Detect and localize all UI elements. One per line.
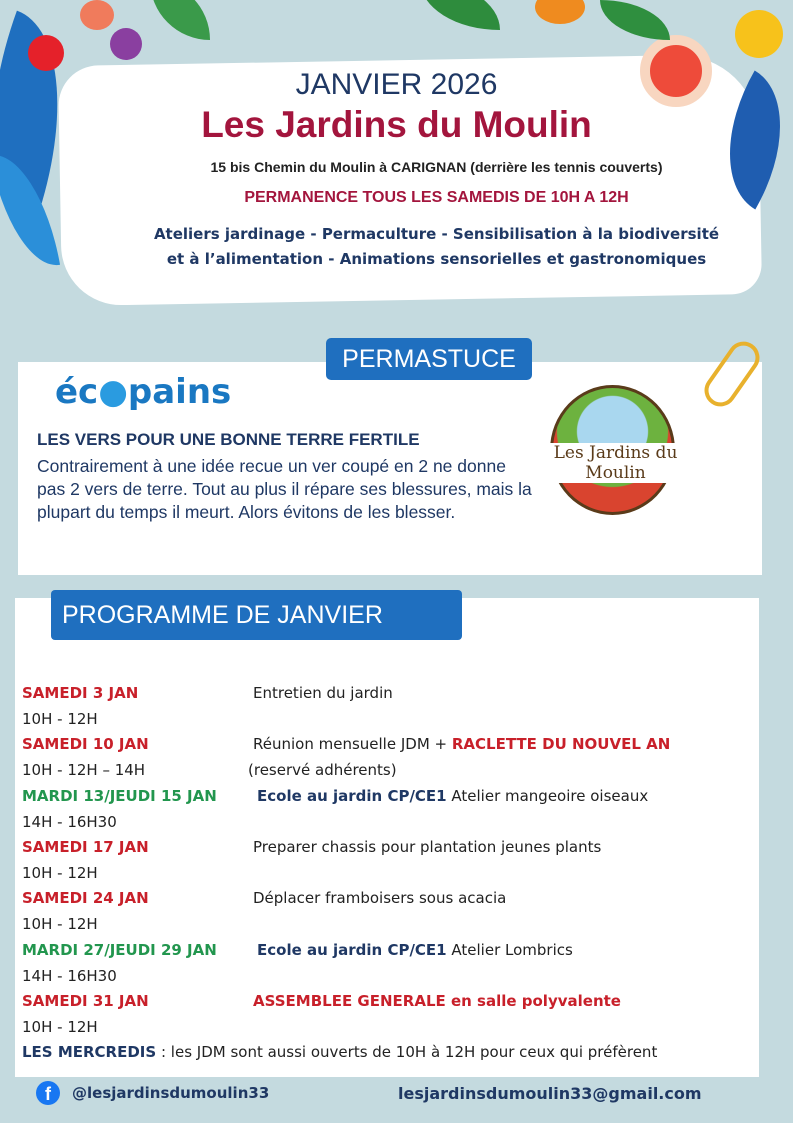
event-description [257, 941, 573, 959]
schedule-time-row [22, 710, 98, 728]
schedule-time-row [22, 813, 117, 831]
garden-name: Les Jardins du Moulin [201, 104, 592, 145]
event-date: SAMEDI 24 JAN [22, 889, 149, 908]
email-link[interactable]: lesjardinsdumoulin33@gmail.com [398, 1084, 702, 1103]
wednesday-text: : les JDM sont aussi ouverts de 10H à 12H pour ceux qui préfèrent [156, 1043, 658, 1062]
schedule-row [22, 991, 621, 1010]
facebook-icon[interactable]: f [36, 1081, 60, 1105]
schedule-row [22, 735, 671, 754]
event-time: 10H - 12H [22, 710, 98, 728]
event-date: SAMEDI 31 JAN [22, 991, 149, 1010]
event-description [253, 889, 506, 907]
event-description [257, 787, 648, 805]
event-date: SAMEDI 10 JAN [22, 735, 149, 754]
event-date: SAMEDI 17 JAN [22, 837, 149, 856]
schedule-time-row [22, 864, 98, 882]
schedule-row [22, 684, 393, 702]
schedule-row [22, 889, 507, 908]
schedule-time-row [22, 1018, 98, 1036]
schedule-row [22, 837, 602, 856]
permastuce-tag: PERMASTUCE [326, 338, 532, 380]
event-time: 14H - 16H30 [22, 812, 117, 831]
garden-logo [550, 385, 678, 515]
event-time: 10H - 12H [22, 1017, 98, 1036]
schedule-row [22, 940, 573, 959]
event-time: 10H - 12H – 14H [22, 761, 146, 780]
ecopains-logo: éc●pains [55, 372, 232, 412]
event-description [253, 735, 670, 753]
schedule-row [22, 786, 649, 805]
event-desc-bold: Ecole au jardin CP/CE1 [257, 940, 447, 959]
programme-tag: PROGRAMME DE JANVIER [51, 590, 462, 640]
event-desc-bold: Ecole au jardin CP/CE1 [257, 786, 447, 805]
event-desc-text: Réunion mensuelle JDM + [253, 735, 452, 754]
wednesday-label: LES MERCREDIS [22, 1043, 157, 1062]
event-description [253, 838, 601, 856]
event-time: 14H - 16H30 [22, 966, 117, 985]
event-note: (reservé adhérents) [248, 761, 397, 780]
activities [40, 222, 793, 272]
activities-line-1: Ateliers jardinage - Permaculture - Sensibilisation à la biodiversité [153, 225, 720, 243]
wednesday-note [22, 1043, 657, 1061]
logo-text: Les Jardins du Moulin [549, 443, 682, 483]
address: 15 bis Chemin du Moulin à CARIGNAN (derrière les tennis couverts) [210, 159, 663, 175]
event-desc-text: Entretien du jardin [253, 684, 393, 702]
event-desc-text: Déplacer framboisers sous acacia [253, 889, 507, 908]
schedule-time-row [22, 915, 98, 933]
event-date: SAMEDI 3 JAN [22, 684, 139, 702]
facebook-handle[interactable]: @lesjardinsdumoulin33 [72, 1084, 270, 1102]
event-date: MARDI 13/JEUDI 15 JAN [22, 786, 217, 805]
event-desc-text: Atelier Lombrics [446, 940, 573, 959]
month-title: JANVIER 2026 [295, 68, 498, 101]
event-description [253, 684, 393, 702]
activities-line-2: et à l’alimentation - Animations sensorielles et gastronomiques [166, 250, 707, 268]
tip-title: LES VERS POUR UNE BONNE TERRE FERTILE [37, 430, 420, 449]
schedule-time-row [22, 761, 397, 780]
tip-body: Contrairement à une idée recue un ver coupé en 2 ne donne pas 2 vers de terre. Tout au plus il répare ses blessures, mais la plupart du temps il meurt. Alors évitons de les blesser. [37, 456, 532, 522]
event-time: 10H - 12H [22, 863, 98, 882]
event-desc-text: Atelier mangeoire oiseaux [446, 786, 649, 805]
event-date: MARDI 27/JEUDI 29 JAN [22, 940, 217, 959]
event-description [253, 992, 621, 1010]
schedule-time-row [22, 967, 117, 985]
permanence: PERMANENCE TOUS LES SAMEDIS DE 10H A 12H [244, 189, 629, 206]
event-desc-bold: ASSEMBLEE GENERALE en salle polyvalente [253, 991, 621, 1010]
event-desc-text: Preparer chassis pour plantation jeunes plants [253, 837, 602, 856]
event-desc-bold: RACLETTE DU NOUVEL AN [451, 735, 671, 754]
event-time: 10H - 12H [22, 915, 98, 934]
